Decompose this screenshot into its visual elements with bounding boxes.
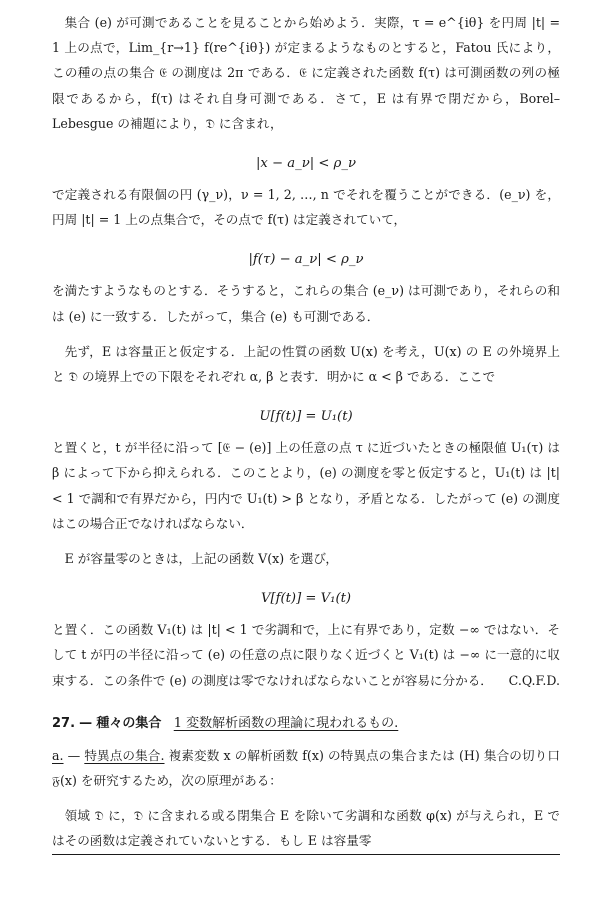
equation-u1: U[f(t)] = U₁(t) (259, 409, 353, 425)
paragraph-zero-capacity: E が容量零のときは，上記の函数 V(x) を選び， (64, 551, 339, 567)
paragraph-singular-points (52, 743, 560, 793)
page-body (52, 10, 560, 865)
section-heading-27 (52, 711, 560, 737)
equation-point-condition: |f(τ) − a_ν| < ρ_ν (248, 252, 364, 268)
subsection-dash: — (67, 747, 81, 763)
subsection-heading: 特異点の集合. (84, 747, 165, 763)
paragraph-principle: 領域 𝔇 に，𝔇 に含まれる或る閉集合 E を除いて劣調和な函数 φ(x) が与えられ，E ではその函数は定義されていないとする．もし E は容量零 (52, 803, 560, 854)
paragraph-measurability: 集合 (e) が可測であることを見ることから始めよう．実際，τ = e^{iθ} を円周 |t| = 1 上の点で，Lim_{r→1} f(re^{iθ}) が定まるようなものとすると，Fatou 氏により，この種の点の集合 𝔈 の測度は 2π である．𝔈 に定義された函数 f(τ) は可測函数の列の極限であるから，f(τ) はそれ自身可測である．さて，E は有界で閉だから，Borel–Lebesgue の補題により，𝔇 に含まれ， (52, 15, 560, 131)
paragraph-contradiction: と置くと，t が半径に沿って [𝔈 − (e)] 上の任意の点 τ に近づいたときの極限値 U₁(τ) は β によって下から抑えられる．このことより，(e) の測度を零と仮定すると，U₁(t) は |t| < 1 で調和で有界だから，円内で U₁(t) > β となり，矛盾となる．したがって (e) の測度はこの場合正でなければならない． (52, 440, 560, 531)
paragraph-finite-cover: で定義される有限個の円 (γ_ν)，ν = 1, 2, …, n でそれを覆うことができる．(e_ν) を，円周 |t| = 1 上の点集合で，その点で f(τ) は定義されていて， (52, 187, 560, 228)
paragraph-conclusion (52, 617, 560, 693)
subsection-body: 複素変数 x の解析函数 f(x) の特異点の集合または (H) 集合の切り口 𝔉(x) を研究するため，次の原理がある： (52, 747, 560, 789)
section-number: 27. (52, 715, 76, 731)
equation-disc-condition: |x − a_ν| < ρ_ν (255, 156, 357, 172)
section-dash: — (79, 715, 93, 731)
paragraph-union-measurable: を満たすようなものとする．そうすると，これらの集合 (e_ν) は可測であり，それらの和は (e) に一致する．したがって，集合 (e) も可測である． (52, 283, 560, 324)
conclusion-text: と置く．この函数 V₁(t) は |t| < 1 で劣調和で，上に有界であり，定数 −∞ ではない．そして t が円の半径に沿って (e) の任意の点に限りなく近づくと V₁(t) は −∞ に一意的に収束する．この条件で (e) の測度は零でなければならないことが容易に分かる． (52, 622, 560, 688)
equation-v1: V[f(t)] = V₁(t) (260, 591, 352, 607)
section-title: 種々の集合 (96, 715, 162, 731)
subsection-label: a. (52, 747, 64, 763)
paragraph-positive-capacity: 先ず，E は容量正と仮定する．上記の性質の函数 U(x) を考え，U(x) の E の外境界上と 𝔇 の境界上での下限をそれぞれ α, β と表す．明かに α < β である．ここで (52, 343, 560, 385)
qed-mark: C.Q.F.D. (508, 672, 560, 688)
section-subtitle: 1 変数解析函数の理論に現われるもの. (173, 715, 399, 731)
